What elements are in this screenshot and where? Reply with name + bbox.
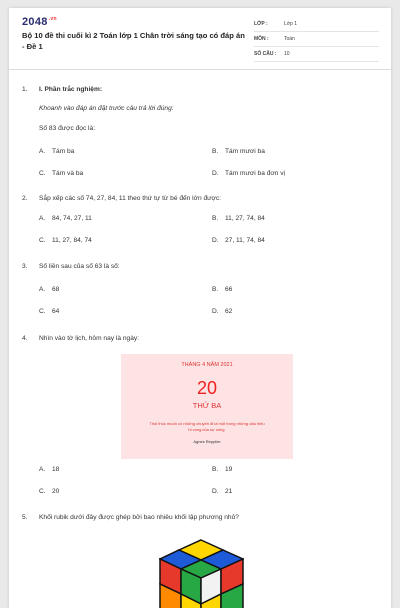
- option-text: 19: [225, 466, 233, 473]
- meta-table: [254, 17, 379, 62]
- option-b[interactable]: [212, 466, 232, 473]
- option-b[interactable]: [212, 148, 265, 155]
- meta-value: Lớp 1: [284, 21, 298, 27]
- option-a[interactable]: [39, 215, 92, 222]
- option-letter: C.: [39, 237, 46, 244]
- option-text: 68: [52, 286, 60, 293]
- option-d[interactable]: [212, 170, 285, 177]
- meta-label: LỚP :: [254, 21, 268, 27]
- site-logo[interactable]: [22, 16, 57, 28]
- calendar-weekday: THỨ BA: [192, 401, 222, 410]
- question-number: 3.: [22, 263, 28, 270]
- option-text: 11, 27, 84, 74: [52, 237, 92, 244]
- option-b[interactable]: [212, 215, 265, 222]
- option-letter: B.: [212, 215, 219, 222]
- option-c[interactable]: [39, 170, 83, 177]
- option-c[interactable]: [39, 237, 92, 244]
- option-letter: B.: [212, 286, 219, 293]
- logo-text: 2048: [22, 16, 48, 28]
- calendar-day: 20: [196, 378, 218, 398]
- section-title: I. Phần trắc nghiệm:: [39, 86, 103, 93]
- meta-label: MÔN :: [254, 36, 269, 42]
- option-letter: D.: [212, 237, 219, 244]
- meta-label: SỐ CÂU :: [254, 51, 277, 57]
- option-text: 11, 27, 74, 84: [225, 215, 265, 222]
- question-text: Số 83 được đọc là:: [39, 125, 96, 132]
- option-text: 62: [225, 308, 233, 315]
- option-text: Tám mươi ba: [225, 148, 265, 155]
- option-text: 84, 74, 27, 11: [52, 215, 92, 222]
- meta-value: 10: [284, 51, 290, 57]
- question-text: Khối rubik dưới đây được ghép bởi bao nhiêu khối lập phương nhỏ?: [39, 514, 239, 521]
- option-d[interactable]: [212, 308, 232, 315]
- option-text: Tám mươi ba đơn vị: [225, 170, 285, 177]
- option-text: Tám ba: [52, 148, 75, 155]
- meta-value: Toán: [284, 36, 295, 42]
- meta-row-subject: [254, 32, 379, 47]
- option-letter: D.: [212, 488, 219, 495]
- option-text: 27, 11, 74, 84: [225, 237, 265, 244]
- calendar-month: THÁNG 4 NĂM 2021: [181, 362, 233, 368]
- option-a[interactable]: [39, 466, 59, 473]
- calendar-quote: Thói thúc muốn có những chuyến đi là một trong những dấu hiệu hi vọng của sự sống.: [149, 421, 265, 432]
- option-letter: C.: [39, 308, 46, 315]
- option-text: 66: [225, 286, 233, 293]
- question-text: Nhìn vào tờ lịch, hôm nay là ngày:: [39, 335, 139, 342]
- option-a[interactable]: [39, 148, 74, 155]
- option-text: 21: [225, 488, 233, 495]
- meta-row-grade: [254, 17, 379, 32]
- option-letter: A.: [39, 215, 46, 222]
- question-number: 5.: [22, 514, 28, 521]
- meta-row-count: [254, 47, 379, 62]
- option-letter: A.: [39, 466, 46, 473]
- question-number: 1.: [22, 86, 28, 93]
- option-text: 18: [52, 466, 60, 473]
- option-c[interactable]: [39, 308, 59, 315]
- calendar-author: Agnes Repplier: [193, 439, 221, 444]
- option-text: Tám và ba: [52, 170, 84, 177]
- question-number: 4.: [22, 335, 28, 342]
- option-letter: D.: [212, 170, 219, 177]
- worksheet-page: [9, 8, 391, 608]
- option-b[interactable]: [212, 286, 232, 293]
- option-letter: B.: [212, 148, 219, 155]
- calendar-image: [121, 354, 293, 459]
- logo-suffix: .vn: [48, 16, 57, 23]
- option-letter: A.: [39, 286, 46, 293]
- rubik-cube-image: [159, 538, 244, 608]
- instruction-text: Khoanh vào đáp án đặt trước câu trả lời đúng:: [39, 105, 174, 112]
- question-number: 2.: [22, 195, 28, 202]
- option-c[interactable]: [39, 488, 59, 495]
- option-text: 20: [52, 488, 60, 495]
- option-letter: B.: [212, 466, 219, 473]
- option-letter: D.: [212, 308, 219, 315]
- option-a[interactable]: [39, 286, 59, 293]
- question-text: Số liền sau của số 63 là số:: [39, 263, 120, 270]
- option-d[interactable]: [212, 488, 232, 495]
- document-title: Bộ 10 đề thi cuối kì 2 Toán lớp 1 Chân trời sáng tạo có đáp án - Đề 1: [22, 31, 245, 51]
- option-letter: C.: [39, 488, 46, 495]
- option-d[interactable]: [212, 237, 265, 244]
- question-text: Sắp xếp các số 74, 27, 84, 11 theo thứ tự từ bé đến lớn được:: [39, 195, 221, 202]
- option-letter: C.: [39, 170, 46, 177]
- option-letter: A.: [39, 148, 46, 155]
- option-text: 64: [52, 308, 60, 315]
- document-header: [9, 8, 391, 70]
